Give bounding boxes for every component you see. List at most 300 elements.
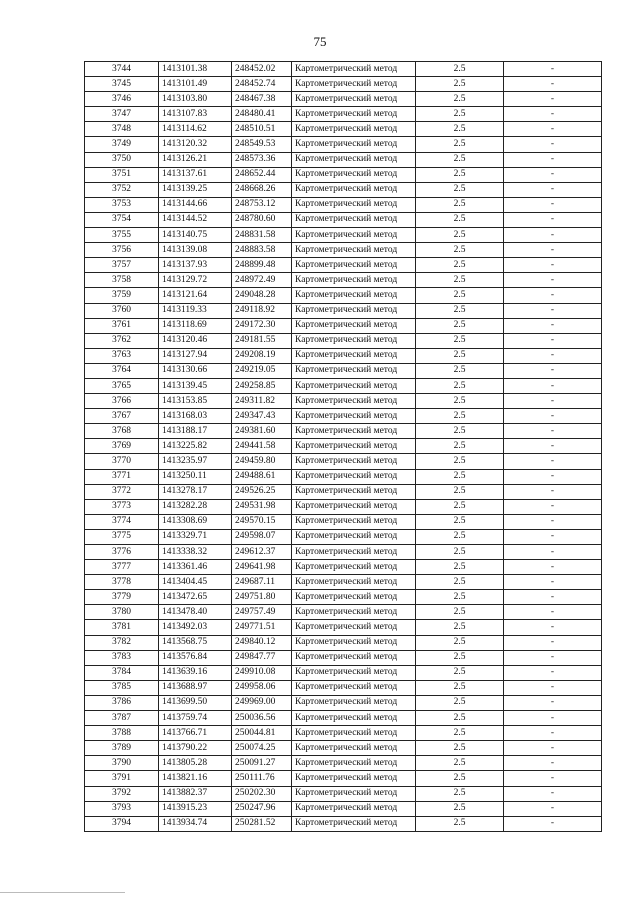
table-row (85, 378, 602, 393)
table-row (85, 228, 602, 243)
x-coordinate-cell: 1413790.22 (159, 741, 232, 756)
note-cell: - (504, 590, 602, 605)
x-coordinate-cell: 1413934.74 (159, 816, 232, 831)
point-number-cell: 3768 (85, 424, 159, 439)
footer-divider (0, 892, 125, 893)
x-coordinate-cell: 1413282.28 (159, 499, 232, 514)
accuracy-cell: 2.5 (416, 469, 504, 484)
point-number-cell: 3777 (85, 560, 159, 575)
note-cell: - (504, 454, 602, 469)
point-number-cell: 3785 (85, 680, 159, 695)
table-row (85, 484, 602, 499)
method-cell: Картометрический метод (292, 228, 416, 243)
note-cell: - (504, 152, 602, 167)
accuracy-cell: 2.5 (416, 665, 504, 680)
accuracy-cell: 2.5 (416, 62, 504, 77)
note-cell: - (504, 409, 602, 424)
note-cell: - (504, 273, 602, 288)
table-row (85, 499, 602, 514)
method-cell: Картометрический метод (292, 77, 416, 92)
point-number-cell: 3752 (85, 182, 159, 197)
y-coordinate-cell: 249751.80 (232, 590, 292, 605)
method-cell: Картометрический метод (292, 771, 416, 786)
y-coordinate-cell: 250074.25 (232, 741, 292, 756)
y-coordinate-cell: 250044.81 (232, 726, 292, 741)
point-number-cell: 3750 (85, 152, 159, 167)
note-cell: - (504, 303, 602, 318)
method-cell: Картометрический метод (292, 197, 416, 212)
x-coordinate-cell: 1413140.75 (159, 228, 232, 243)
table-row (85, 816, 602, 831)
accuracy-cell: 2.5 (416, 363, 504, 378)
note-cell: - (504, 499, 602, 514)
x-coordinate-cell: 1413805.28 (159, 756, 232, 771)
method-cell: Картометрический метод (292, 258, 416, 273)
table-row (85, 303, 602, 318)
table-row (85, 590, 602, 605)
x-coordinate-cell: 1413492.03 (159, 620, 232, 635)
method-cell: Картометрический метод (292, 680, 416, 695)
x-coordinate-cell: 1413121.64 (159, 288, 232, 303)
accuracy-cell: 2.5 (416, 92, 504, 107)
note-cell: - (504, 363, 602, 378)
note-cell: - (504, 258, 602, 273)
accuracy-cell: 2.5 (416, 122, 504, 137)
point-number-cell: 3744 (85, 62, 159, 77)
table-row (85, 756, 602, 771)
point-number-cell: 3781 (85, 620, 159, 635)
table-row (85, 635, 602, 650)
table-row (85, 167, 602, 182)
table-row (85, 680, 602, 695)
note-cell: - (504, 167, 602, 182)
note-cell: - (504, 635, 602, 650)
method-cell: Картометрический метод (292, 378, 416, 393)
table-row (85, 92, 602, 107)
table-row (85, 424, 602, 439)
y-coordinate-cell: 248668.26 (232, 182, 292, 197)
accuracy-cell: 2.5 (416, 378, 504, 393)
x-coordinate-cell: 1413114.62 (159, 122, 232, 137)
x-coordinate-cell: 1413915.23 (159, 801, 232, 816)
point-number-cell: 3788 (85, 726, 159, 741)
point-number-cell: 3764 (85, 363, 159, 378)
accuracy-cell: 2.5 (416, 333, 504, 348)
x-coordinate-cell: 1413101.38 (159, 62, 232, 77)
x-coordinate-cell: 1413139.08 (159, 243, 232, 258)
point-number-cell: 3757 (85, 258, 159, 273)
x-coordinate-cell: 1413568.75 (159, 635, 232, 650)
x-coordinate-cell: 1413478.40 (159, 605, 232, 620)
method-cell: Картометрический метод (292, 499, 416, 514)
method-cell: Картометрический метод (292, 439, 416, 454)
note-cell: - (504, 529, 602, 544)
point-number-cell: 3749 (85, 137, 159, 152)
method-cell: Картометрический метод (292, 816, 416, 831)
accuracy-cell: 2.5 (416, 303, 504, 318)
point-number-cell: 3765 (85, 378, 159, 393)
accuracy-cell: 2.5 (416, 756, 504, 771)
y-coordinate-cell: 249641.98 (232, 560, 292, 575)
y-coordinate-cell: 248899.48 (232, 258, 292, 273)
x-coordinate-cell: 1413137.93 (159, 258, 232, 273)
note-cell: - (504, 575, 602, 590)
accuracy-cell: 2.5 (416, 394, 504, 409)
table-row (85, 137, 602, 152)
table-row (85, 711, 602, 726)
y-coordinate-cell: 248780.60 (232, 212, 292, 227)
note-cell: - (504, 212, 602, 227)
table-row (85, 77, 602, 92)
note-cell: - (504, 137, 602, 152)
y-coordinate-cell: 248480.41 (232, 107, 292, 122)
table-row (85, 288, 602, 303)
point-number-cell: 3775 (85, 529, 159, 544)
table-row (85, 152, 602, 167)
method-cell: Картометрический метод (292, 801, 416, 816)
x-coordinate-cell: 1413338.32 (159, 545, 232, 560)
y-coordinate-cell: 249172.30 (232, 318, 292, 333)
note-cell: - (504, 801, 602, 816)
method-cell: Картометрический метод (292, 545, 416, 560)
method-cell: Картометрический метод (292, 137, 416, 152)
note-cell: - (504, 92, 602, 107)
note-cell: - (504, 514, 602, 529)
x-coordinate-cell: 1413821.16 (159, 771, 232, 786)
point-number-cell: 3783 (85, 650, 159, 665)
point-number-cell: 3772 (85, 484, 159, 499)
x-coordinate-cell: 1413882.37 (159, 786, 232, 801)
method-cell: Картометрический метод (292, 92, 416, 107)
x-coordinate-cell: 1413168.03 (159, 409, 232, 424)
accuracy-cell: 2.5 (416, 680, 504, 695)
y-coordinate-cell: 250091.27 (232, 756, 292, 771)
y-coordinate-cell: 249570.15 (232, 514, 292, 529)
accuracy-cell: 2.5 (416, 484, 504, 499)
note-cell: - (504, 228, 602, 243)
table-body (85, 62, 602, 832)
y-coordinate-cell: 248510.51 (232, 122, 292, 137)
method-cell: Картометрический метод (292, 454, 416, 469)
table-row (85, 197, 602, 212)
y-coordinate-cell: 249311.82 (232, 394, 292, 409)
point-number-cell: 3793 (85, 801, 159, 816)
accuracy-cell: 2.5 (416, 107, 504, 122)
x-coordinate-cell: 1413759.74 (159, 711, 232, 726)
accuracy-cell: 2.5 (416, 590, 504, 605)
note-cell: - (504, 394, 602, 409)
point-number-cell: 3756 (85, 243, 159, 258)
y-coordinate-cell: 248831.58 (232, 228, 292, 243)
note-cell: - (504, 695, 602, 710)
note-cell: - (504, 197, 602, 212)
method-cell: Картометрический метод (292, 182, 416, 197)
accuracy-cell: 2.5 (416, 726, 504, 741)
accuracy-cell: 2.5 (416, 560, 504, 575)
accuracy-cell: 2.5 (416, 439, 504, 454)
table-row (85, 409, 602, 424)
x-coordinate-cell: 1413129.72 (159, 273, 232, 288)
table-row (85, 107, 602, 122)
note-cell: - (504, 439, 602, 454)
method-cell: Картометрический метод (292, 318, 416, 333)
x-coordinate-cell: 1413118.69 (159, 318, 232, 333)
method-cell: Картометрический метод (292, 363, 416, 378)
table-row (85, 560, 602, 575)
y-coordinate-cell: 250111.76 (232, 771, 292, 786)
point-number-cell: 3767 (85, 409, 159, 424)
y-coordinate-cell: 249612.37 (232, 545, 292, 560)
note-cell: - (504, 348, 602, 363)
accuracy-cell: 2.5 (416, 816, 504, 831)
accuracy-cell: 2.5 (416, 182, 504, 197)
point-number-cell: 3745 (85, 77, 159, 92)
accuracy-cell: 2.5 (416, 529, 504, 544)
y-coordinate-cell: 249219.05 (232, 363, 292, 378)
note-cell: - (504, 484, 602, 499)
y-coordinate-cell: 249910.08 (232, 665, 292, 680)
table-row (85, 439, 602, 454)
accuracy-cell: 2.5 (416, 348, 504, 363)
point-number-cell: 3769 (85, 439, 159, 454)
note-cell: - (504, 711, 602, 726)
note-cell: - (504, 469, 602, 484)
accuracy-cell: 2.5 (416, 575, 504, 590)
note-cell: - (504, 77, 602, 92)
point-number-cell: 3766 (85, 394, 159, 409)
y-coordinate-cell: 249048.28 (232, 288, 292, 303)
method-cell: Картометрический метод (292, 786, 416, 801)
accuracy-cell: 2.5 (416, 273, 504, 288)
method-cell: Картометрический метод (292, 695, 416, 710)
y-coordinate-cell: 249840.12 (232, 635, 292, 650)
table-row (85, 620, 602, 635)
point-number-cell: 3751 (85, 167, 159, 182)
x-coordinate-cell: 1413225.82 (159, 439, 232, 454)
table-row (85, 363, 602, 378)
method-cell: Картометрический метод (292, 590, 416, 605)
point-number-cell: 3794 (85, 816, 159, 831)
method-cell: Картометрический метод (292, 273, 416, 288)
note-cell: - (504, 605, 602, 620)
accuracy-cell: 2.5 (416, 212, 504, 227)
table-row (85, 665, 602, 680)
note-cell: - (504, 560, 602, 575)
point-number-cell: 3747 (85, 107, 159, 122)
y-coordinate-cell: 249687.11 (232, 575, 292, 590)
point-number-cell: 3758 (85, 273, 159, 288)
note-cell: - (504, 182, 602, 197)
x-coordinate-cell: 1413119.33 (159, 303, 232, 318)
method-cell: Картометрический метод (292, 394, 416, 409)
table-row (85, 801, 602, 816)
table-row (85, 575, 602, 590)
accuracy-cell: 2.5 (416, 454, 504, 469)
accuracy-cell: 2.5 (416, 318, 504, 333)
table-row (85, 394, 602, 409)
y-coordinate-cell: 249208.19 (232, 348, 292, 363)
point-number-cell: 3753 (85, 197, 159, 212)
note-cell: - (504, 333, 602, 348)
point-number-cell: 3763 (85, 348, 159, 363)
coordinates-table (84, 61, 602, 832)
y-coordinate-cell: 249459.80 (232, 454, 292, 469)
y-coordinate-cell: 249181.55 (232, 333, 292, 348)
point-number-cell: 3759 (85, 288, 159, 303)
method-cell: Картометрический метод (292, 303, 416, 318)
accuracy-cell: 2.5 (416, 545, 504, 560)
note-cell: - (504, 62, 602, 77)
table-row (85, 786, 602, 801)
table-row (85, 605, 602, 620)
table-row (85, 182, 602, 197)
y-coordinate-cell: 249757.49 (232, 605, 292, 620)
point-number-cell: 3784 (85, 665, 159, 680)
x-coordinate-cell: 1413766.71 (159, 726, 232, 741)
x-coordinate-cell: 1413639.16 (159, 665, 232, 680)
y-coordinate-cell: 248549.53 (232, 137, 292, 152)
accuracy-cell: 2.5 (416, 499, 504, 514)
x-coordinate-cell: 1413126.21 (159, 152, 232, 167)
x-coordinate-cell: 1413472.65 (159, 590, 232, 605)
table-row (85, 454, 602, 469)
x-coordinate-cell: 1413329.71 (159, 529, 232, 544)
x-coordinate-cell: 1413120.46 (159, 333, 232, 348)
y-coordinate-cell: 250281.52 (232, 816, 292, 831)
note-cell: - (504, 650, 602, 665)
y-coordinate-cell: 248467.38 (232, 92, 292, 107)
note-cell: - (504, 288, 602, 303)
note-cell: - (504, 122, 602, 137)
y-coordinate-cell: 249771.51 (232, 620, 292, 635)
point-number-cell: 3770 (85, 454, 159, 469)
method-cell: Картометрический метод (292, 665, 416, 680)
table-row (85, 726, 602, 741)
y-coordinate-cell: 249118.92 (232, 303, 292, 318)
accuracy-cell: 2.5 (416, 137, 504, 152)
note-cell: - (504, 680, 602, 695)
method-cell: Картометрический метод (292, 560, 416, 575)
y-coordinate-cell: 249488.61 (232, 469, 292, 484)
method-cell: Картометрический метод (292, 650, 416, 665)
accuracy-cell: 2.5 (416, 635, 504, 650)
accuracy-cell: 2.5 (416, 605, 504, 620)
x-coordinate-cell: 1413699.50 (159, 695, 232, 710)
accuracy-cell: 2.5 (416, 288, 504, 303)
note-cell: - (504, 756, 602, 771)
accuracy-cell: 2.5 (416, 711, 504, 726)
point-number-cell: 3774 (85, 514, 159, 529)
page-number: 75 (313, 34, 327, 49)
method-cell: Картометрический метод (292, 107, 416, 122)
accuracy-cell: 2.5 (416, 741, 504, 756)
method-cell: Картометрический метод (292, 605, 416, 620)
note-cell: - (504, 665, 602, 680)
point-number-cell: 3754 (85, 212, 159, 227)
table-row (85, 695, 602, 710)
point-number-cell: 3779 (85, 590, 159, 605)
accuracy-cell: 2.5 (416, 167, 504, 182)
x-coordinate-cell: 1413144.52 (159, 212, 232, 227)
x-coordinate-cell: 1413278.17 (159, 484, 232, 499)
method-cell: Картометрический метод (292, 529, 416, 544)
method-cell: Картометрический метод (292, 243, 416, 258)
y-coordinate-cell: 249969.00 (232, 695, 292, 710)
y-coordinate-cell: 248452.74 (232, 77, 292, 92)
method-cell: Картометрический метод (292, 620, 416, 635)
y-coordinate-cell: 249531.98 (232, 499, 292, 514)
x-coordinate-cell: 1413127.94 (159, 348, 232, 363)
x-coordinate-cell: 1413576.84 (159, 650, 232, 665)
y-coordinate-cell: 249381.60 (232, 424, 292, 439)
method-cell: Картометрический метод (292, 348, 416, 363)
x-coordinate-cell: 1413101.49 (159, 77, 232, 92)
point-number-cell: 3748 (85, 122, 159, 137)
table-row (85, 529, 602, 544)
point-number-cell: 3776 (85, 545, 159, 560)
x-coordinate-cell: 1413137.61 (159, 167, 232, 182)
x-coordinate-cell: 1413250.11 (159, 469, 232, 484)
y-coordinate-cell: 248753.12 (232, 197, 292, 212)
x-coordinate-cell: 1413130.66 (159, 363, 232, 378)
method-cell: Картометрический метод (292, 711, 416, 726)
note-cell: - (504, 786, 602, 801)
y-coordinate-cell: 248883.58 (232, 243, 292, 258)
method-cell: Картометрический метод (292, 756, 416, 771)
x-coordinate-cell: 1413153.85 (159, 394, 232, 409)
x-coordinate-cell: 1413139.45 (159, 378, 232, 393)
note-cell: - (504, 243, 602, 258)
table-row (85, 741, 602, 756)
y-coordinate-cell: 249598.07 (232, 529, 292, 544)
table-row (85, 650, 602, 665)
table-row (85, 62, 602, 77)
method-cell: Картометрический метод (292, 575, 416, 590)
method-cell: Картометрический метод (292, 741, 416, 756)
point-number-cell: 3762 (85, 333, 159, 348)
table-row (85, 545, 602, 560)
accuracy-cell: 2.5 (416, 152, 504, 167)
accuracy-cell: 2.5 (416, 514, 504, 529)
y-coordinate-cell: 248972.49 (232, 273, 292, 288)
x-coordinate-cell: 1413404.45 (159, 575, 232, 590)
method-cell: Картометрический метод (292, 288, 416, 303)
accuracy-cell: 2.5 (416, 695, 504, 710)
note-cell: - (504, 107, 602, 122)
method-cell: Картометрический метод (292, 514, 416, 529)
accuracy-cell: 2.5 (416, 77, 504, 92)
note-cell: - (504, 726, 602, 741)
method-cell: Картометрический метод (292, 333, 416, 348)
accuracy-cell: 2.5 (416, 424, 504, 439)
table-row (85, 258, 602, 273)
point-number-cell: 3760 (85, 303, 159, 318)
x-coordinate-cell: 1413188.17 (159, 424, 232, 439)
method-cell: Картометрический метод (292, 167, 416, 182)
accuracy-cell: 2.5 (416, 243, 504, 258)
point-number-cell: 3773 (85, 499, 159, 514)
table-row (85, 333, 602, 348)
x-coordinate-cell: 1413120.32 (159, 137, 232, 152)
accuracy-cell: 2.5 (416, 650, 504, 665)
table-row (85, 348, 602, 363)
x-coordinate-cell: 1413107.83 (159, 107, 232, 122)
method-cell: Картометрический метод (292, 122, 416, 137)
accuracy-cell: 2.5 (416, 786, 504, 801)
x-coordinate-cell: 1413688.97 (159, 680, 232, 695)
accuracy-cell: 2.5 (416, 620, 504, 635)
method-cell: Картометрический метод (292, 484, 416, 499)
